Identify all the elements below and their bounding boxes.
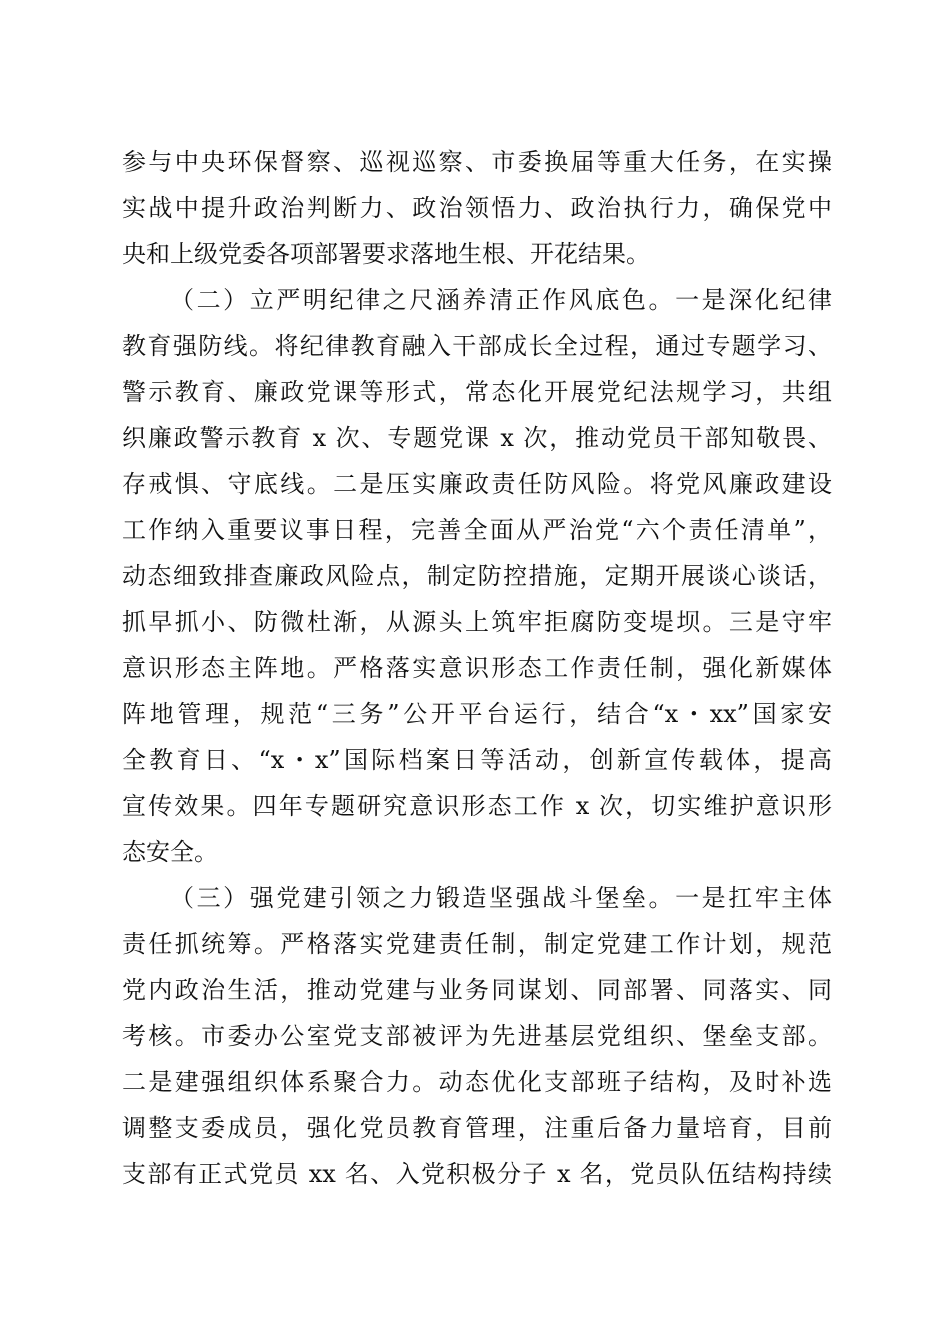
section-2-heading-line: （二）立严明纪律之尺涵养清正作风底色。一是深化纪律	[170, 286, 832, 314]
section-2-line-11: 全教育日、“x・x”国际档案日等活动，创新宣传载体，提高	[122, 746, 832, 774]
section-3-heading-line: （三）强党建引领之力锻造坚强战斗堡垒。一是扛牢主体	[170, 884, 832, 912]
section-2-line-6: 工作纳入重要议事日程，完善全面从严治党“六个责任清单”，	[122, 516, 832, 544]
paragraph-1-line-3: 央和上级党委各项部署要求落地生根、开花结果。	[122, 240, 650, 268]
section-3-line-5: 二是建强组织体系聚合力。动态优化支部班子结构，及时补选	[122, 1068, 832, 1096]
section-2-line-4: 织廉政警示教育 x 次、专题党课 x 次，推动党员干部知敬畏、	[122, 424, 832, 452]
section-2-line-3: 警示教育、廉政党课等形式，常态化开展党纪法规学习，共组	[122, 378, 832, 406]
section-3-line-6: 调整支委成员，强化党员教育管理，注重后备力量培育，目前	[122, 1114, 832, 1142]
section-2-line-7: 动态细致排查廉政风险点，制定防控措施，定期开展谈心谈话，	[122, 562, 832, 590]
paragraph-1-line-1: 参与中央环保督察、巡视巡察、市委换届等重大任务，在实操	[122, 148, 832, 176]
section-3-line-3: 党内政治生活，推动党建与业务同谋划、同部署、同落实、同	[122, 976, 832, 1004]
section-2-line-8: 抓早抓小、防微杜渐，从源头上筑牢拒腐防变堤坝。三是守牢	[122, 608, 832, 636]
section-2-line-10: 阵地管理，规范“三务”公开平台运行，结合“x・xx”国家安	[122, 700, 832, 728]
section-2-line-2: 教育强防线。将纪律教育融入干部成长全过程，通过专题学习、	[122, 332, 832, 360]
section-2-line-13: 态安全。	[122, 838, 218, 866]
section-3-line-7: 支部有正式党员 xx 名、入党积极分子 x 名，党员队伍结构持续	[122, 1160, 832, 1188]
section-2-line-5: 存戒惧、守底线。二是压实廉政责任防风险。将党风廉政建设	[122, 470, 832, 498]
section-3-line-4: 考核。市委办公室党支部被评为先进基层党组织、堡垒支部。	[122, 1022, 832, 1050]
section-2-line-9: 意识形态主阵地。严格落实意识形态工作责任制，强化新媒体	[122, 654, 832, 682]
section-3-line-2: 责任抓统筹。严格落实党建责任制，制定党建工作计划，规范	[122, 930, 832, 958]
section-2-line-12: 宣传效果。四年专题研究意识形态工作 x 次，切实维护意识形	[122, 792, 832, 820]
paragraph-1-line-2: 实战中提升政治判断力、政治领悟力、政治执行力，确保党中	[122, 194, 832, 222]
